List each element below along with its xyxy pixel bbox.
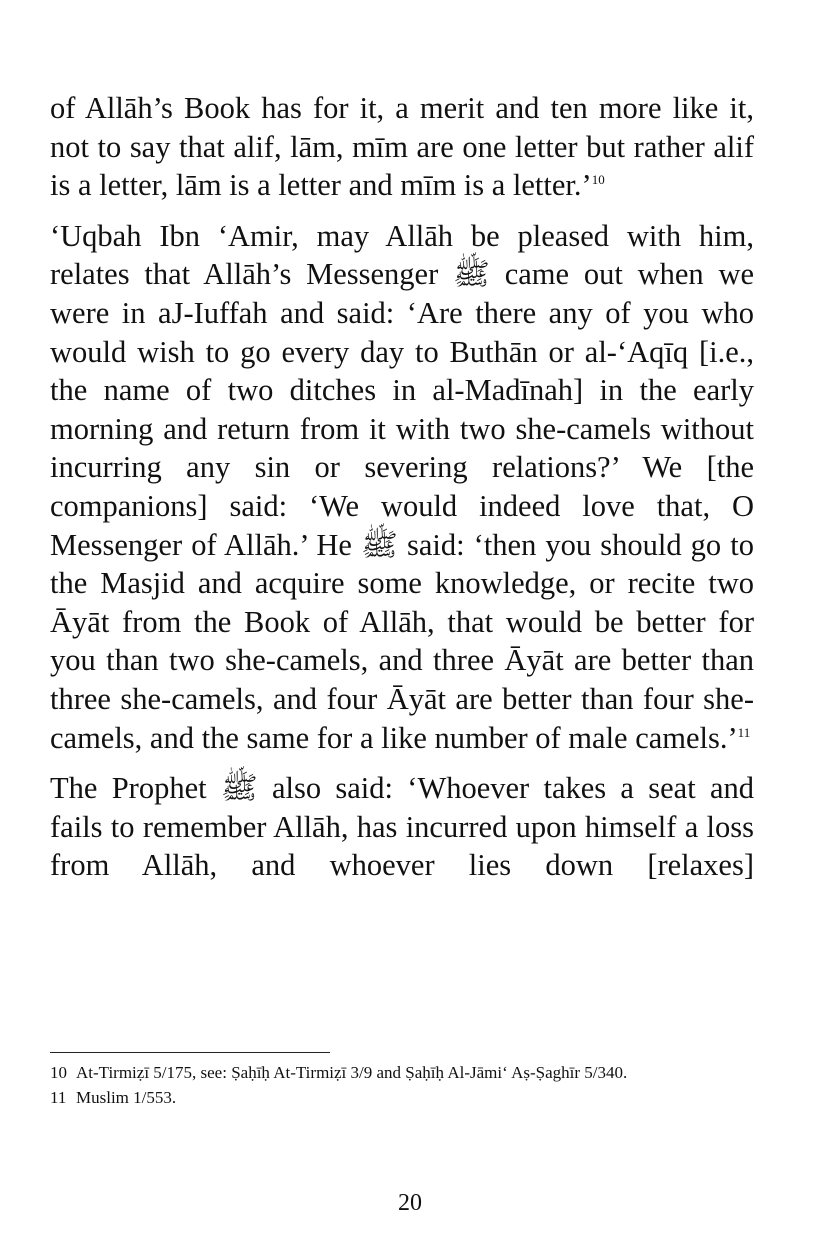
paragraph-text: ‘Uqbah Ibn ‘Amir, may Allāh be pleased with him, relates that Allāh’s Messenger ﷺ came out when we were in aJ-Iuffah and said: ‘Are there any of you who would wish to go every day to Buthān or al-‘Aqīq [i.e., the name of two ditches in al-Madīnah] in the early morning and return from it with two she-camels without incurring any sin or severing relations?’ We [the companions] said: ‘We would indeed love that, O Messenger of Allāh.’ He ﷺ said: ‘then you should go to the Masjid and acquire some knowledge, or recite two Āyāt from the Book of Allāh, that would be better for you than two she-camels, and three Āyāt are better than three she-camels, and four Āyāt are better than four she-camels, and the same for a like number of male camels.’	[50, 218, 755, 755]
footnote-ref-11[interactable]: 11	[737, 724, 751, 740]
footnote-11	[50, 1088, 754, 1108]
footnote-text: At-Tirmiẓī 5/175, see: Ṣaḥīḥ At-Tirmiẓī 3/9 and Ṣaḥīḥ Al-Jāmi‘ Aṣ-Ṣaghīr 5/340.	[76, 1063, 628, 1082]
paragraph-1	[50, 89, 754, 205]
paragraph-3	[50, 769, 754, 885]
footnote-number: 11	[50, 1088, 67, 1107]
footnote-10	[50, 1063, 754, 1083]
footnote-text: Muslim 1/553.	[76, 1088, 177, 1107]
footnotes	[50, 1052, 754, 1113]
footnote-number: 10	[50, 1063, 67, 1082]
page-body	[50, 89, 754, 885]
page-number: 20	[398, 1190, 422, 1216]
paragraph-2	[50, 217, 754, 757]
footnote-ref-10[interactable]: 10	[591, 172, 605, 188]
paragraph-text: The Prophet ﷺ also said: ‘Whoever takes a seat and fails to remember Allāh, has incurred upon himself a loss from Allāh, and whoever lies down [relaxes]	[50, 771, 754, 883]
paragraph-text: of Allāh’s Book has for it, a merit and ten more like it, not to say that alif, lām, mīm are one letter but rather alif is a letter, lām is a letter and mīm is a letter.’	[50, 91, 754, 203]
footnote-divider	[50, 1052, 330, 1053]
